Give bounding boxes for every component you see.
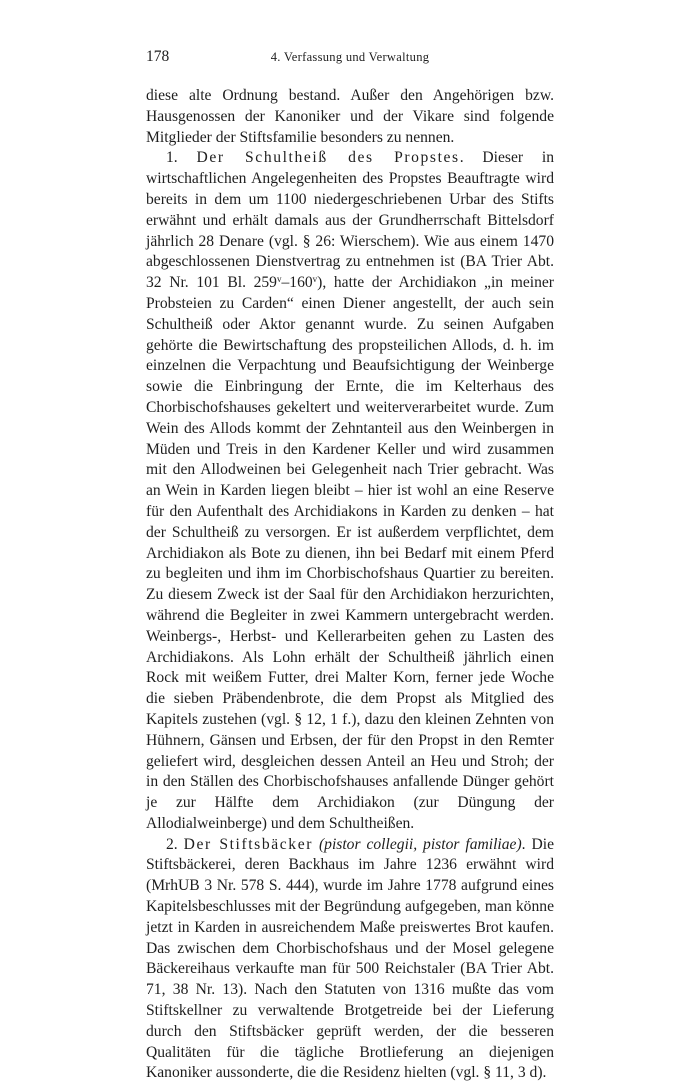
text-run: –160 — [281, 274, 313, 292]
text-run: diese alte Ordnung bestand. Außer den Angehörigen bzw. Hausgenossen der Kanoniker und der Vikare sind folgende Mitglieder der Stiftsfamilie besonders zu nennen. — [146, 87, 554, 146]
paragraph-stiftsbaecker — [146, 835, 554, 1084]
text-run: v — [276, 274, 282, 285]
text-run: v — [312, 274, 318, 285]
page-header — [146, 47, 554, 67]
page-number: 178 — [146, 48, 170, 65]
text-run: . Die Stiftsbäckerei, deren Backhaus im Jahre 1236 erwähnt wird (MrhUB 3 Nr. 578 S. 444), wurde im Jahre 1778 aufgrund eines Kapitelsbeschlusses mit der Begründung aufgegeben, man könne jetzt in Karden in ausreichendem Maße preiswertes Brot kaufen. Das zwischen dem Chorbischofshaus und der Mosel gelegene Bäckereihaus verkaufte man für 500 Reichstaler (BA Trier Abt. 71, 38 Nr. 13). Nach den Statuten von 1316 mußte das vom Stiftskellner zu verwaltende Brotgetreide bei der Lieferung durch den Stiftsbäcker geprüft werden, der die besseren Qualitäten für die tägliche Brotlieferung an diejenigen Kanoniker aussonderte, die die Residenz hielten (vgl. § 11, 3 d). — [146, 835, 555, 1082]
section-heading: Der Stiftsbäcker — [183, 835, 314, 853]
section-heading: Der Schultheiß des Propstes — [196, 149, 460, 167]
text-run: ), hatte der Archidiakon „in meiner Probsteien zu Carden“ einen Diener angestellt, der auch sein Schultheiß oder Aktor genannt wurde. Zu seinen Aufgaben gehörte die Bewirtschaftung des propsteilichen Allods, d. h. im einzelnen die Verpachtung und Beaufsichtigung der Weinberge sowie die Einbringung der Ernte, die im Kelterhaus des Chorbischofshauses gekeltert und weiterverarbeitet wurde. Zum Wein des Allods kommt der Zehntanteil aus den Weinbergen in Müden und Treis in den Kardener Keller und wird zusammen mit den Allodweinen bei Gelegenheit nach Trier gebracht. Was an Wein in Karden liegen bleibt – hier ist wohl an eine Reserve für den Aufenthalt des Archidiakons in Karden zu denken – hat der Schultheiß zu versorgen. Er ist außerdem verpflichtet, dem Archidiakon als Bote zu dienen, ihn bei Bedarf mit einem Pferd zu begleiten und ihm im Chorbischofshaus Quartier zu bereiten. Zu diesem Zweck ist der Saal für den Archidiakon herzurichten, während die Begleiter in zwei Kammern untergebracht werden. Weinbergs-, Herbst- und Kellerarbeiten gehen zu Lasten des Archidiakons. Als Lohn erhält der Schultheiß jährlich einen Rock mit weißem Futter, drei Malter Korn, ferner jede Woche die sieben Präbendenbrote, die dem Propst als Mitglied des Kapitels zustehen (vgl. § 12, 1 f.), dazu den kleinen Zehnten von Hühnern, Gänsen und Erbsen, der für den Propst in den Remter geliefert wird, desgleichen dessen Anteil an Heu und Stroh; der in den Ställen des Chorbischofshauses anfallende Dünger gehört je zur Hälfte dem Archidiakon (zur Düngung der Allodialweinberge) und dem Schultheißen. — [146, 274, 555, 832]
paragraph-intro — [146, 86, 554, 148]
text-run: 1. — [166, 149, 197, 167]
text-run: 2. — [166, 835, 184, 853]
body-text — [146, 86, 554, 1084]
text-run: . Dieser in wirtschaftlichen Angelegenheiten des Propstes Beauftragte wird bereits in dem um 1100 niedergeschriebenen Urbar des Stifts erwähnt und erhält damals aus der Grundherrschaft Bittelsdorf jährlich 28 Denare (vgl. § 26: Wierschem). Wie aus einem 1470 abgeschlossenen Dienstvertrag zu entnehmen ist (BA Trier Abt. 32 Nr. 101 Bl. 259 — [146, 149, 555, 292]
paragraph-schultheiss — [146, 148, 554, 834]
latin-term: (pistor collegii, pistor familiae) — [318, 835, 522, 853]
running-title: 4. Verfassung und Verwaltung — [270, 50, 430, 64]
